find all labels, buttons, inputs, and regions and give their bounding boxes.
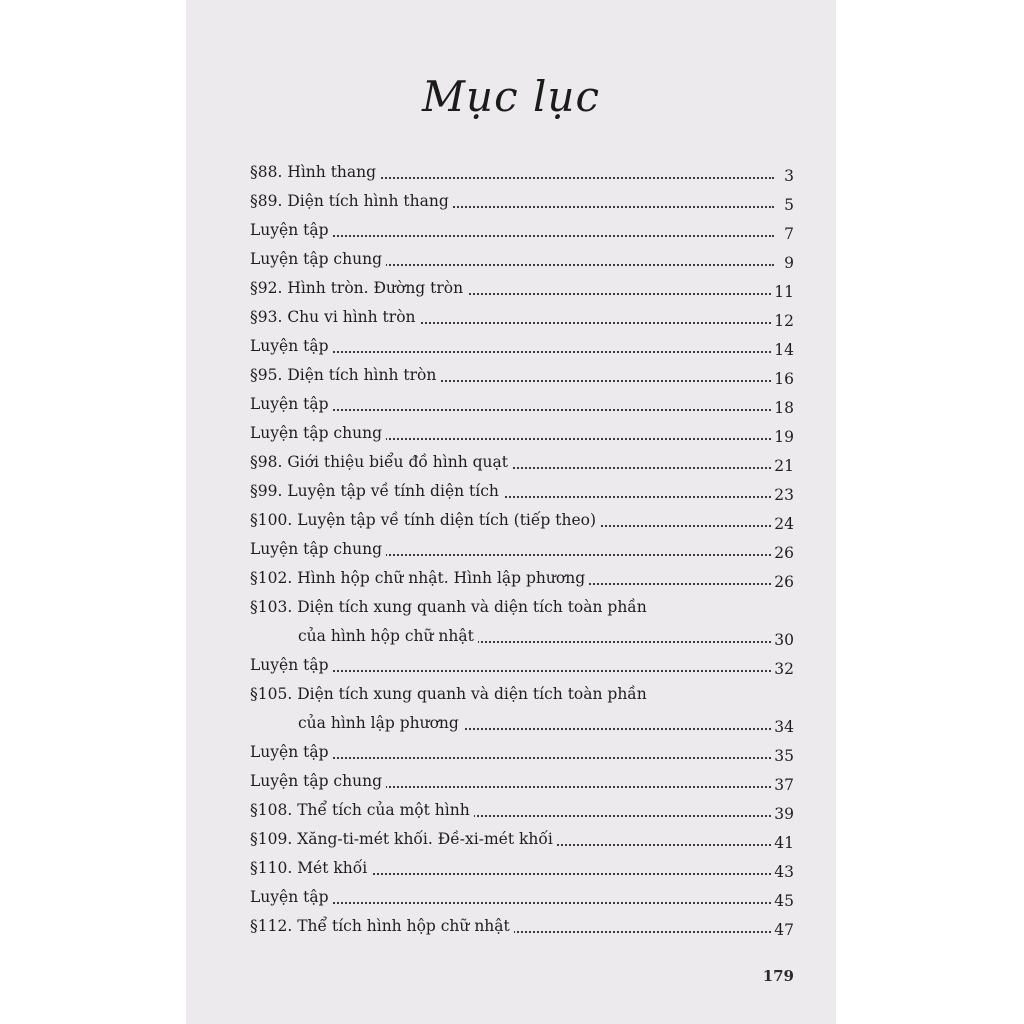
toc-entry-label: §89. Diện tích hình thang — [250, 192, 453, 210]
toc-entry — [186, 743, 836, 769]
toc-entry — [186, 395, 836, 421]
toc-entry-page: 34 — [771, 718, 794, 736]
toc-entry — [186, 656, 836, 682]
toc-entry — [186, 540, 836, 566]
toc-entry-label: §93. Chu vi hình tròn — [250, 308, 420, 326]
toc-entry-label: Luyện tập — [250, 888, 333, 906]
toc-entry — [186, 569, 836, 595]
toc-entry-label: §108. Thể tích của một hình — [250, 801, 474, 819]
toc-entry-label: §95. Diện tích hình tròn — [250, 366, 440, 384]
toc-entry — [186, 279, 836, 305]
toc-entry-label: Luyện tập chung — [250, 772, 386, 790]
toc-entry — [186, 830, 836, 856]
toc-entry-page: 43 — [771, 863, 794, 881]
toc-entry — [186, 511, 836, 537]
toc-entry — [186, 250, 836, 276]
toc-entry-page: 7 — [781, 225, 794, 243]
toc-entry-label: của hình lập phương — [298, 714, 463, 732]
toc-entry — [186, 366, 836, 392]
toc-entry — [186, 163, 836, 189]
toc-entry-label: của hình hộp chữ nhật — [298, 627, 478, 645]
page-number: 179 — [762, 967, 794, 985]
toc-entry-label: §110. Mét khối — [250, 859, 371, 877]
toc-entry — [186, 337, 836, 363]
toc-entry — [186, 453, 836, 479]
toc-entry — [186, 917, 836, 943]
toc-entry — [186, 424, 836, 450]
toc-entry-page: 11 — [771, 283, 794, 301]
toc-entry — [186, 221, 836, 247]
toc-entry-page: 39 — [771, 805, 794, 823]
toc-entry — [186, 772, 836, 798]
toc-entry-page: 16 — [771, 370, 794, 388]
toc-entry-label: Luyện tập — [250, 743, 333, 761]
toc-entry-label: Luyện tập — [250, 337, 333, 355]
toc-entry-label: Luyện tập — [250, 395, 333, 413]
toc-entry-page: 21 — [771, 457, 794, 475]
toc-entry-page: 47 — [771, 921, 794, 939]
toc-entry-page: 23 — [771, 486, 794, 504]
toc-entry — [186, 627, 836, 653]
toc-entry — [186, 801, 836, 827]
toc-entry-label: §105. Diện tích xung quanh và diện tích toàn phần — [250, 685, 651, 703]
toc-entry-page: 3 — [781, 167, 794, 185]
toc-entry — [186, 859, 836, 885]
toc-entry-page: 14 — [771, 341, 794, 359]
toc-entry-label: §100. Luyện tập về tính diện tích (tiếp theo) — [250, 511, 600, 529]
book-page — [186, 0, 836, 1024]
toc-entry-page: 19 — [771, 428, 794, 446]
page-title: Mục lục — [422, 72, 600, 121]
toc-entry-label: Luyện tập — [250, 656, 333, 674]
toc-entry-label: Luyện tập chung — [250, 424, 386, 442]
toc-entry-page: 45 — [771, 892, 794, 910]
toc-entry-label: §92. Hình tròn. Đường tròn — [250, 279, 467, 297]
toc-entry-page: 30 — [771, 631, 794, 649]
toc-entry-page: 26 — [771, 544, 794, 562]
toc-entry-label: §109. Xăng-ti-mét khối. Đề-xi-mét khối — [250, 830, 557, 848]
toc-entry-label: §99. Luyện tập về tính diện tích — [250, 482, 503, 500]
toc-entry-page: 26 — [771, 573, 794, 591]
toc-entry-page: 9 — [781, 254, 794, 272]
toc-entry-label: Luyện tập — [250, 221, 333, 239]
toc-entry-page: 12 — [771, 312, 794, 330]
toc-entry-label: Luyện tập chung — [250, 540, 386, 558]
toc-entry — [186, 714, 836, 740]
toc-entry — [186, 482, 836, 508]
toc-entry-label: §112. Thể tích hình hộp chữ nhật — [250, 917, 514, 935]
toc-entry-page: 37 — [771, 776, 794, 794]
toc-entry-page: 18 — [771, 399, 794, 417]
toc-entry-page: 35 — [771, 747, 794, 765]
toc-entry — [186, 308, 836, 334]
toc-entry-label: §102. Hình hộp chữ nhật. Hình lập phương — [250, 569, 589, 587]
toc-entry-page: 5 — [781, 196, 794, 214]
toc-entry — [186, 888, 836, 914]
toc-entry-page: 24 — [771, 515, 794, 533]
toc-entry-label: Luyện tập chung — [250, 250, 386, 268]
toc-entry-label: §98. Giới thiệu biểu đồ hình quạt — [250, 453, 512, 471]
toc-entry — [186, 685, 836, 711]
toc-entry — [186, 192, 836, 218]
toc-entry-page: 32 — [771, 660, 794, 678]
toc-entry — [186, 598, 836, 624]
toc-entry-label: §88. Hình thang — [250, 163, 380, 181]
toc-entry-label: §103. Diện tích xung quanh và diện tích toàn phần — [250, 598, 651, 616]
toc-entry-page: 41 — [771, 834, 794, 852]
